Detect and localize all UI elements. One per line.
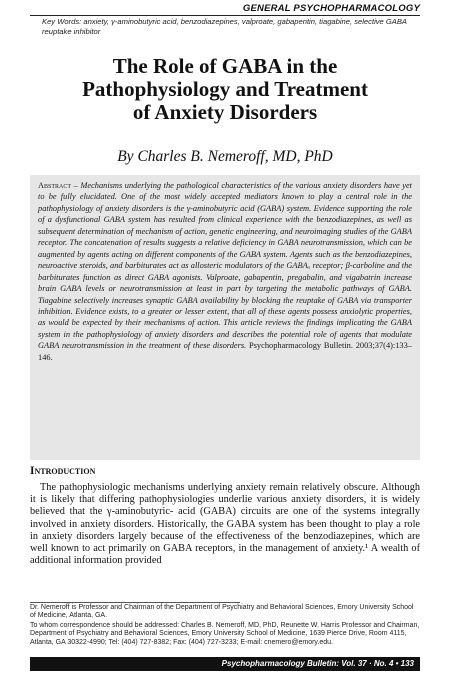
title-line: of Anxiety Disorders xyxy=(132,100,318,124)
footnotes xyxy=(30,604,420,648)
footnote-correspondence: To whom correspondence should be addressed: Charles B. Nemeroff, MD, PhD, Reunette W. Harris Professor and Chairman, Department of Psychiatry and Behavioral Sciences, Emory University School of Medicine, 1639 Pierce Drive, Room 4115, Atlanta, GA 30322-4990; Tel: (404) 727-8382; Fax: (404) 727-3233; E-mail: cnemero@emory.edu. xyxy=(30,621,420,646)
introduction-heading: Introduction xyxy=(30,465,96,477)
abstract xyxy=(38,180,412,363)
footer-bar xyxy=(30,657,420,671)
author-byline: By Charles B. Nemeroff, MD, PhD xyxy=(117,148,333,165)
header-rule xyxy=(30,15,420,16)
article-title xyxy=(30,55,420,124)
section-label: GENERAL PSYCHOPHARMACOLOGY xyxy=(242,3,420,14)
footer-running-title: Psychopharmacology Bulletin: Vol. 37 · No. 4 • 133 xyxy=(221,659,414,668)
introduction-body: The pathophysiologic mechanisms underlying anxiety remain relatively obscure. Although it is likely that differing pathophysiologies underlie various anxiety disorders, it is widely believed that the γ-aminobutyric- acid (GABA) circuits are one of the systems integrally involved in anxiety disorders. Historically, the GABA system has been thought to play a role in anxiety disorders largely because of the effectiveness of the benzodiazepines, which are well known to act primarily on GABA receptors, in the management of anxiety.¹ A wealth of additional information provided xyxy=(30,482,420,567)
abstract-citation: Psychopharmacology Bulletin. 2003;37(4):133–146. xyxy=(38,341,412,362)
keywords: Key Words: anxiety, γ-aminobutyric acid, benzodiazepines, valproate, gabapentin, tiagabine, selective GABA reuptake inhibitor xyxy=(42,17,407,36)
footnote-affiliation: Dr. Nemeroff is Professor and Chairman of the Department of Psychiatry and Behavioral Sciences, Emory University School of Medicine, Atlanta, GA. xyxy=(30,604,414,620)
abstract-label: Abstract xyxy=(38,181,72,190)
abstract-body: – Mechanisms underlying the pathological characteristics of the various anxiety disorders have yet to be fully elucidated. One of the most widely accepted mediators known to play a central role in the pathophysiology of anxiety disorders is the γ-aminobutyric acid (GABA) system. Evidence supporting the role of a dysfunctional GABA system has resulted from clinical experience with the benzodiazepines, as well as subsequent determination of mechanism of action, genetic engineering, and neuroimaging studies of the GABA receptor. The concatenation of results suggests a relative deficiency in GABA neurotransmission, which can be augmented by agents acting on different components of the GABA system. Agents such as the benzodiazepines, neuroactive steroids, and barbiturates act as allosteric modulators of the GABAₐ receptor; β-carboline and the barbiturates function as direct GABA agonists. Valproate, gabapentin, pregabalin, and vigabatrin increase brain GABA levels or neurotransmission at least in part by targeting the metabolic pathways of GABA. Tiagabine selectively increases synaptic GABA availability by blocking the reuptake of GABA via transporter inhibition. Evidence exists, to a greater or lesser extent, that all of these agents possess anxiolytic properties, as would be expected by their mechanisms of action. This article reviews the findings implicating the GABA system in the pathophysiology of anxiety disorders and describes the potential role of agents that modulate GABA neurotransmission in the treatment of these disorders. xyxy=(38,181,412,351)
title-line: The Role of GABA in the xyxy=(112,54,338,78)
title-line: Pathophysiology and Treatment xyxy=(82,77,368,101)
footnote-rule xyxy=(30,602,240,603)
